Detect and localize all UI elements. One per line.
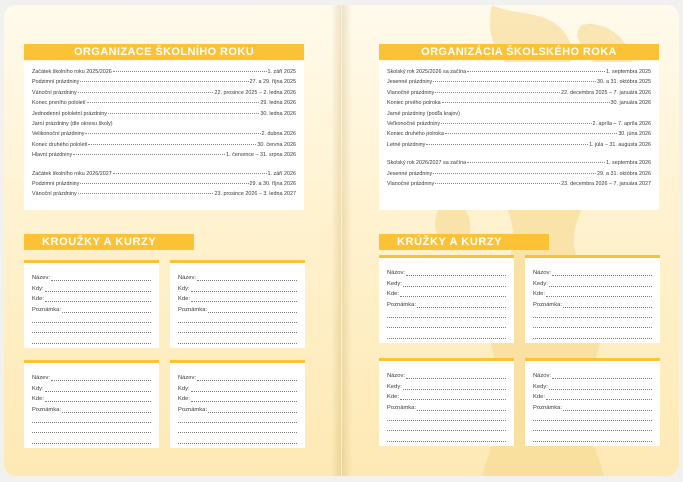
write-line[interactable] [62, 307, 151, 313]
dot-leader [467, 162, 605, 163]
field-name[interactable] [32, 271, 151, 281]
write-line[interactable] [62, 407, 151, 413]
gutter-shadow [331, 5, 341, 476]
org-title: ORGANIZACE ŠKOLNÍHO ROKU [24, 44, 304, 60]
write-line[interactable] [197, 375, 297, 381]
field-name[interactable] [387, 266, 506, 276]
org-title: ORGANIZÁCIA ŠKOLSKÉHO ROKA [379, 44, 659, 60]
dot-leader [80, 183, 248, 184]
dot-leader [87, 102, 260, 103]
schedule-value: 1. júla – 31. augusta 2026 [588, 141, 651, 148]
write-line[interactable] [533, 431, 652, 441]
field-label: Poznámka: [178, 306, 207, 313]
field-label: Poznámka: [387, 404, 416, 411]
schedule-value: 2. dubna 2026 [261, 131, 296, 138]
schedule-value: 23. prosince 2026 – 3. ledna 2027 [214, 191, 296, 198]
write-line[interactable] [406, 270, 506, 276]
field-label: Kedy: [533, 383, 548, 390]
field-label: Poznámka: [178, 406, 207, 413]
write-line[interactable] [403, 384, 506, 390]
schedule-row [32, 181, 296, 191]
dot-leader [73, 154, 225, 155]
field-label: Názov: [533, 270, 552, 277]
schedule-label: Jarné prázdniny (podľa krajov) [387, 110, 460, 117]
field-when[interactable] [387, 379, 506, 389]
field-note[interactable] [533, 400, 652, 410]
schedule-label: Vánoční prázdniny [32, 89, 77, 96]
field-label: Kde: [178, 296, 190, 303]
field-label: Kdy: [32, 285, 44, 292]
write-line[interactable] [533, 411, 652, 421]
dot-leader [467, 71, 605, 72]
schedule-value: 1. července – 31. srpna 2026 [226, 152, 296, 159]
dot-leader [433, 81, 596, 82]
schedule-label: Vianočné prázdniny [387, 180, 435, 187]
write-line[interactable] [178, 413, 297, 423]
write-line[interactable] [51, 275, 151, 281]
gutter-shadow [342, 5, 352, 476]
field-when[interactable] [387, 276, 506, 286]
dot-leader [435, 183, 560, 184]
schedule-row [32, 90, 296, 100]
write-line[interactable] [563, 405, 652, 411]
write-line[interactable] [32, 433, 151, 443]
write-line[interactable] [387, 328, 506, 338]
schedule-label: Podzimní prázdniny [32, 79, 80, 86]
schedule-label: Letné prázdniny [387, 141, 426, 148]
schedule-value: 1. září 2026 [267, 170, 296, 177]
schedule-label: Konec prvního pololetí [32, 100, 86, 107]
dot-leader [80, 81, 248, 82]
write-line[interactable] [546, 394, 652, 400]
dot-leader [442, 102, 610, 103]
field-name[interactable] [387, 369, 506, 379]
write-line[interactable] [191, 296, 297, 302]
dot-leader [435, 92, 560, 93]
schedule-row [387, 111, 651, 121]
schedule-label: Koniec druhého polroka [387, 131, 444, 138]
field-label: Kde: [387, 291, 399, 298]
write-line[interactable] [32, 423, 151, 433]
write-line[interactable] [178, 313, 297, 323]
field-name[interactable] [178, 271, 297, 281]
field-label: Název: [178, 375, 197, 382]
field-name[interactable] [32, 371, 151, 381]
schedule-row [32, 131, 296, 141]
course-card[interactable] [379, 358, 514, 446]
field-name[interactable] [533, 369, 652, 379]
write-line[interactable] [45, 386, 151, 392]
field-label: Poznámka: [533, 301, 562, 308]
write-line[interactable] [417, 302, 506, 308]
schedule-value: 1. septembra 2025 [606, 69, 651, 75]
schedule-row [32, 142, 296, 152]
schedule-group [387, 69, 651, 152]
write-line[interactable] [32, 313, 151, 323]
schedule-label: Vánoční prázdniny [32, 191, 77, 198]
schedule-row [387, 100, 651, 110]
field-where[interactable] [533, 390, 652, 400]
field-when[interactable] [32, 381, 151, 391]
write-line[interactable] [546, 291, 652, 297]
field-where[interactable] [32, 392, 151, 402]
field-where[interactable] [387, 287, 506, 297]
write-line[interactable] [387, 431, 506, 441]
schedule-label: Vianočné prázdniny [387, 89, 435, 96]
field-when[interactable] [178, 281, 297, 291]
schedule-row [387, 69, 651, 79]
schedule-row [32, 171, 296, 181]
course-card[interactable] [525, 358, 660, 446]
write-line[interactable] [400, 394, 506, 400]
write-line[interactable] [191, 396, 297, 402]
schedule-row [32, 152, 296, 162]
schedule-value: 27. a 29. října 2025 [249, 79, 296, 86]
field-where[interactable] [387, 390, 506, 400]
schedule-row [387, 90, 651, 100]
schedule-row [387, 79, 651, 89]
course-card[interactable] [24, 260, 159, 348]
field-label: Poznámka: [387, 301, 416, 308]
spacer [387, 152, 651, 160]
field-when[interactable] [533, 276, 652, 286]
schedule-value: 1. září 2025 [267, 69, 296, 75]
write-line[interactable] [533, 318, 652, 328]
field-label: Kedy: [387, 280, 402, 287]
field-where[interactable] [178, 392, 297, 402]
field-label: Kde: [178, 396, 190, 403]
write-line[interactable] [178, 323, 297, 333]
schedule-row [387, 160, 651, 170]
schedule-value: 29. a 31. októbra 2026 [597, 170, 651, 177]
write-line[interactable] [51, 375, 151, 381]
write-line[interactable] [208, 407, 297, 413]
schedule-label: Začátek školního roku 2025/2026 [32, 69, 112, 75]
left-page [4, 5, 341, 476]
write-line[interactable] [387, 421, 506, 431]
schedule-label: Konec druhého pololetí [32, 141, 88, 148]
write-line[interactable] [387, 308, 506, 318]
field-label: Poznámka: [533, 404, 562, 411]
schedule-group [32, 69, 296, 163]
write-line[interactable] [45, 286, 151, 292]
schedule-value: 1. septembra 2026 [606, 160, 651, 167]
schedule-label: Podzimní prázdniny [32, 180, 80, 187]
write-line[interactable] [208, 307, 297, 313]
field-label: Názov: [387, 270, 406, 277]
schedule-label: Jarní prázdniny (dle okresu školy) [32, 120, 113, 127]
write-line[interactable] [533, 328, 652, 338]
schedule-row [387, 142, 651, 152]
dot-leader [113, 71, 267, 72]
section-title: KRÚŽKY A KURZY [379, 234, 549, 250]
schedule-value: 22. decembra 2025 – 7. januára 2026 [561, 89, 651, 96]
write-line[interactable] [32, 323, 151, 333]
schedule-row [32, 121, 296, 131]
schedule-row [32, 111, 296, 121]
field-note[interactable] [32, 302, 151, 312]
write-line[interactable] [552, 270, 652, 276]
write-line[interactable] [387, 318, 506, 328]
field-label: Kdy: [178, 285, 190, 292]
field-label: Poznámka: [32, 406, 61, 413]
schedule-label: Veľkonočné prázdniny [387, 120, 441, 127]
field-label: Poznámka: [32, 306, 61, 313]
schedule-row [387, 181, 651, 191]
field-label: Kde: [32, 396, 44, 403]
write-line[interactable] [178, 433, 297, 443]
course-card[interactable] [379, 255, 514, 343]
field-when[interactable] [178, 381, 297, 391]
schedule-group [32, 171, 296, 202]
field-note[interactable] [387, 297, 506, 307]
schedule-label: Školský rok 2025/2026 sa začína [387, 69, 467, 75]
schedule-row [387, 171, 651, 181]
dot-leader [88, 144, 256, 145]
dot-leader [78, 193, 214, 194]
schedule-row [32, 100, 296, 110]
field-label: Kde: [533, 291, 545, 298]
write-line[interactable] [191, 286, 297, 292]
schedule-label: Jesenné prázdniny [387, 79, 433, 86]
field-label: Název: [32, 375, 51, 382]
field-label: Kedy: [387, 383, 402, 390]
schedule-row [32, 79, 296, 89]
schedule-label: Jesenné prázdniny [387, 170, 433, 177]
write-line[interactable] [191, 386, 297, 392]
schedule-row [387, 131, 651, 141]
schedule-label: Koniec prvého polroka [387, 100, 441, 107]
course-card[interactable] [525, 255, 660, 343]
section-title: KROUŽKY A KURZY [24, 234, 194, 250]
write-line[interactable] [549, 384, 652, 390]
write-line[interactable] [32, 413, 151, 423]
field-label: Kdy: [178, 385, 190, 392]
schedule-label: Školský rok 2026/2027 sa začína [387, 160, 467, 167]
dot-leader [78, 92, 214, 93]
write-line[interactable] [400, 291, 506, 297]
course-card[interactable] [24, 360, 159, 448]
write-line[interactable] [45, 396, 151, 402]
write-line[interactable] [417, 405, 506, 411]
field-label: Název: [32, 275, 51, 282]
write-line[interactable] [563, 302, 652, 308]
right-page [342, 5, 679, 476]
field-note[interactable] [387, 400, 506, 410]
schedule-row [32, 69, 296, 79]
field-label: Název: [178, 275, 197, 282]
schedule-value: 23. decembra 2026 – 7. januára 2027 [561, 180, 651, 187]
write-line[interactable] [178, 423, 297, 433]
write-line[interactable] [552, 373, 652, 379]
schedule-value: 30. a 31. októbra 2025 [597, 79, 651, 86]
field-label: Kde: [387, 394, 399, 401]
write-line[interactable] [533, 308, 652, 318]
course-card[interactable] [170, 360, 305, 448]
field-note[interactable] [533, 297, 652, 307]
field-label: Názov: [387, 373, 406, 380]
write-line[interactable] [403, 281, 506, 287]
schedule-value: 2. apríla – 7. apríla 2026 [592, 120, 651, 127]
dot-leader [441, 123, 591, 124]
schedule-label: Začátek školního roku 2026/2027 [32, 170, 112, 177]
field-label: Kedy: [533, 280, 548, 287]
schedule-value: 29. a 30. října 2026 [249, 180, 296, 187]
field-note[interactable] [32, 402, 151, 412]
field-name[interactable] [178, 371, 297, 381]
schedule-value: 30. júna 2026 [618, 131, 651, 138]
field-label: Kde: [32, 296, 44, 303]
schedule-label: Jednodenní pololetní prázdniny [32, 110, 107, 117]
field-note[interactable] [178, 402, 297, 412]
org-schedule-box [379, 62, 659, 210]
dot-leader [426, 144, 588, 145]
schedule-label: Velikonoční prázdniny [32, 131, 85, 138]
schedule-label: Hlavní prázdniny [32, 152, 73, 159]
schedule-value: 30. června 2026 [257, 141, 296, 148]
field-where[interactable] [533, 287, 652, 297]
write-line[interactable] [406, 373, 506, 379]
schedule-value: 22. prosince 2025 – 2. ledna 2026 [214, 89, 296, 96]
schedule-value: 30. januára 2026 [610, 100, 651, 107]
write-line[interactable] [45, 296, 151, 302]
field-label: Kdy: [32, 385, 44, 392]
write-line[interactable] [178, 333, 297, 343]
schedule-value: 29. ledna 2026 [260, 100, 296, 107]
write-line[interactable] [549, 281, 652, 287]
schedule-value: 30. ledna 2026 [260, 110, 296, 117]
write-line[interactable] [533, 421, 652, 431]
dot-leader [85, 133, 260, 134]
schedule-row [32, 191, 296, 201]
write-line[interactable] [387, 411, 506, 421]
org-schedule-box [24, 62, 304, 210]
field-label: Kde: [533, 394, 545, 401]
dot-leader [433, 173, 596, 174]
field-label: Názov: [533, 373, 552, 380]
write-line[interactable] [197, 275, 297, 281]
field-where[interactable] [178, 292, 297, 302]
schedule-group [387, 160, 651, 191]
course-card[interactable] [170, 260, 305, 348]
field-note[interactable] [178, 302, 297, 312]
spacer [32, 163, 296, 171]
dot-leader [445, 133, 617, 134]
field-where[interactable] [32, 292, 151, 302]
field-name[interactable] [533, 266, 652, 276]
schedule-row [387, 121, 651, 131]
dot-leader [108, 113, 259, 114]
field-when[interactable] [533, 379, 652, 389]
dot-leader [113, 173, 267, 174]
field-when[interactable] [32, 281, 151, 291]
write-line[interactable] [32, 333, 151, 343]
